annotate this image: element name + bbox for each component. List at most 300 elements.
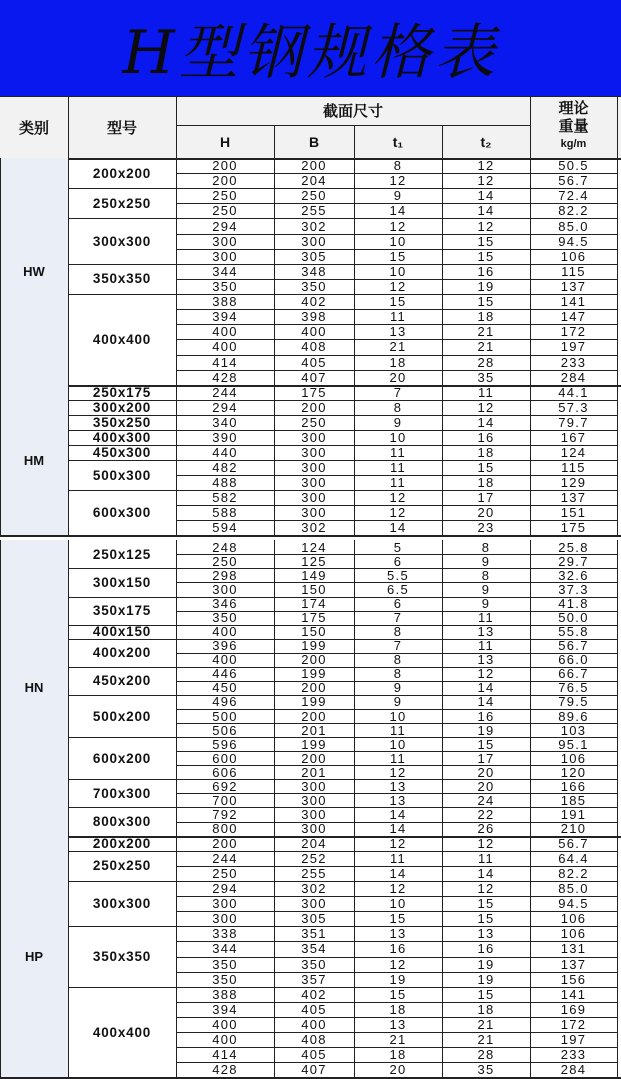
cell-t1: 11 xyxy=(389,850,407,866)
cell-h: 428 xyxy=(212,369,238,385)
cell-weight: 85.0 xyxy=(558,218,589,234)
cell-weight: 210 xyxy=(560,821,587,836)
cell-t2: 14 xyxy=(477,680,495,695)
model-cell: 500x300 xyxy=(92,467,152,483)
cell-t1: 6 xyxy=(393,596,403,611)
cell-b: 199 xyxy=(301,666,327,681)
cell-t1: 15 xyxy=(389,294,407,310)
cell-t1: 13 xyxy=(389,793,407,808)
cell-h: 400 xyxy=(212,339,238,355)
cell-b: 300 xyxy=(301,429,327,445)
cell-t2: 13 xyxy=(477,624,495,639)
cell-h: 300 xyxy=(212,248,238,264)
header-h: H xyxy=(219,133,231,150)
cell-t2: 11 xyxy=(477,850,495,866)
col-divider xyxy=(530,385,531,536)
cell-t2: 15 xyxy=(477,460,495,476)
cell-b: 204 xyxy=(301,835,327,851)
cell-h: 450 xyxy=(212,680,238,695)
cell-b: 398 xyxy=(301,309,327,325)
col-divider xyxy=(176,385,177,536)
cell-t1: 11 xyxy=(389,460,407,476)
cell-t2: 28 xyxy=(477,354,495,370)
cell-t2: 9 xyxy=(481,582,491,597)
cell-t2: 12 xyxy=(477,218,495,234)
cell-t1: 5 xyxy=(393,540,403,555)
cell-t1: 8 xyxy=(393,399,403,415)
cell-b: 305 xyxy=(301,248,327,264)
cell-t2: 21 xyxy=(477,339,495,355)
cell-weight: 72.4 xyxy=(558,188,589,204)
cell-b: 124 xyxy=(301,540,327,555)
cell-b: 300 xyxy=(301,460,327,476)
cell-t1: 8 xyxy=(393,666,403,681)
cell-b: 204 xyxy=(301,173,327,189)
cell-t2: 11 xyxy=(477,610,495,625)
cell-t1: 13 xyxy=(389,324,407,340)
cell-t2: 35 xyxy=(477,369,495,385)
model-cell: 200x200 xyxy=(92,165,152,181)
cell-t1: 19 xyxy=(389,971,407,987)
cell-b: 350 xyxy=(301,956,327,972)
cell-weight: 37.3 xyxy=(558,582,589,597)
cell-weight: 106 xyxy=(560,248,587,264)
cell-b: 150 xyxy=(301,624,327,639)
cell-t2: 14 xyxy=(477,865,495,881)
cell-h: 428 xyxy=(212,1062,238,1078)
cell-t2: 24 xyxy=(477,793,495,808)
model-cell: 350x350 xyxy=(92,949,152,964)
cell-weight: 50.5 xyxy=(558,158,589,174)
model-cell: 500x200 xyxy=(92,708,152,724)
col-divider xyxy=(617,836,618,1078)
cell-t2: 26 xyxy=(477,821,495,836)
cell-t1: 13 xyxy=(389,926,407,942)
cell-h: 400 xyxy=(212,1017,238,1033)
cell-t1: 18 xyxy=(389,1047,407,1063)
cell-weight: 64.4 xyxy=(558,850,589,866)
model-cell: 400x150 xyxy=(92,624,152,640)
cell-weight: 141 xyxy=(560,294,587,310)
cell-b: 174 xyxy=(301,596,327,611)
cell-t2: 15 xyxy=(477,737,495,752)
col-divider xyxy=(176,540,177,835)
cell-b: 200 xyxy=(301,709,327,724)
category-hm: HM xyxy=(23,452,45,468)
cell-weight: 66.7 xyxy=(558,666,589,681)
cell-weight: 85.0 xyxy=(558,880,589,896)
cell-t2: 19 xyxy=(477,279,495,294)
cell-t2: 19 xyxy=(477,956,495,972)
cell-b: 199 xyxy=(301,737,327,752)
cell-t1: 10 xyxy=(389,233,407,249)
model-cell: 400x400 xyxy=(92,1024,152,1040)
cell-t1: 12 xyxy=(389,765,407,780)
cell-h: 346 xyxy=(212,596,238,611)
cell-h: 300 xyxy=(212,233,238,249)
cell-weight: 103 xyxy=(560,723,587,738)
header-t1: t₁ xyxy=(392,133,404,150)
cell-h: 496 xyxy=(212,694,238,709)
col-divider xyxy=(530,158,531,385)
cell-t2: 15 xyxy=(477,248,495,264)
cell-weight: 94.5 xyxy=(558,896,589,912)
cell-h: 440 xyxy=(212,445,238,461)
cell-h: 244 xyxy=(212,850,238,866)
cell-weight: 137 xyxy=(560,279,587,294)
cell-weight: 147 xyxy=(560,309,587,325)
cell-t1: 14 xyxy=(389,520,407,536)
group-border xyxy=(0,535,621,537)
cell-t1: 13 xyxy=(389,1017,407,1033)
cell-t1: 8 xyxy=(393,652,403,667)
cell-h: 506 xyxy=(212,723,238,738)
cell-weight: 115 xyxy=(561,263,586,279)
header-b: B xyxy=(308,133,320,150)
header-mid-border xyxy=(176,125,530,126)
cell-t2: 12 xyxy=(477,880,495,896)
cell-t1: 6 xyxy=(393,554,403,569)
cell-h: 350 xyxy=(212,610,238,625)
cell-t2: 23 xyxy=(477,520,495,536)
cell-h: 394 xyxy=(212,309,238,325)
cell-b: 300 xyxy=(301,490,327,506)
cell-h: 344 xyxy=(212,263,238,279)
header-col-divider xyxy=(176,96,177,158)
col-divider xyxy=(176,158,177,385)
title-banner xyxy=(0,0,621,96)
model-cell: 700x300 xyxy=(92,785,152,801)
cell-b: 199 xyxy=(301,638,327,653)
cell-t2: 15 xyxy=(477,911,495,927)
cell-t1: 11 xyxy=(389,445,407,461)
cell-b: 149 xyxy=(301,568,327,583)
cell-b: 405 xyxy=(301,1047,327,1063)
header-weight-line2: 重量 xyxy=(558,117,589,135)
cell-b: 175 xyxy=(301,610,327,625)
cell-weight: 191 xyxy=(560,807,587,822)
cell-t2: 14 xyxy=(477,694,495,709)
cell-t1: 12 xyxy=(389,490,407,506)
cell-t1: 8 xyxy=(393,158,403,174)
cell-t2: 8 xyxy=(481,540,491,555)
cell-t1: 11 xyxy=(389,751,407,766)
cell-b: 300 xyxy=(301,445,327,461)
cell-h: 700 xyxy=(212,793,238,808)
cell-weight: 166 xyxy=(560,779,587,794)
category-hw: HW xyxy=(23,263,45,279)
cell-weight: 175 xyxy=(560,520,587,536)
cell-b: 300 xyxy=(301,505,327,521)
cell-t1: 15 xyxy=(389,986,407,1002)
cell-t2: 19 xyxy=(477,971,495,987)
cell-t2: 22 xyxy=(477,807,495,822)
cell-h: 294 xyxy=(212,880,238,896)
cell-t2: 28 xyxy=(477,1047,495,1063)
col-divider xyxy=(442,540,443,835)
cell-b: 302 xyxy=(301,880,327,896)
cell-weight: 106 xyxy=(560,926,587,942)
cell-weight: 137 xyxy=(560,956,587,972)
model-cell: 600x200 xyxy=(92,750,152,766)
cell-h: 200 xyxy=(212,173,238,189)
cell-weight: 76.5 xyxy=(558,680,589,695)
cell-t1: 20 xyxy=(389,369,407,385)
cell-t1: 14 xyxy=(389,865,407,881)
cell-weight: 172 xyxy=(560,1017,587,1033)
cell-b: 357 xyxy=(301,971,327,987)
cell-t2: 18 xyxy=(477,309,495,325)
col-divider xyxy=(442,385,443,536)
cell-b: 300 xyxy=(301,793,327,808)
cell-t1: 9 xyxy=(393,694,403,709)
cell-t2: 14 xyxy=(477,414,495,430)
cell-h: 400 xyxy=(212,624,238,639)
header-col-divider xyxy=(68,96,69,158)
cell-weight: 167 xyxy=(560,429,587,445)
cell-t2: 12 xyxy=(477,666,495,681)
cell-t1: 18 xyxy=(389,1001,407,1017)
cell-h: 396 xyxy=(212,638,238,653)
cell-h: 200 xyxy=(212,158,238,174)
header-top-border xyxy=(0,96,621,97)
cell-t2: 11 xyxy=(477,638,495,653)
cell-h: 414 xyxy=(212,354,238,370)
col-divider xyxy=(274,385,275,536)
cell-t1: 16 xyxy=(389,941,407,957)
cell-t1: 12 xyxy=(389,279,407,294)
model-cell: 400x400 xyxy=(92,331,152,347)
model-cell: 400x200 xyxy=(92,645,152,661)
cell-t1: 18 xyxy=(389,354,407,370)
cell-t1: 8 xyxy=(393,624,403,639)
cell-t1: 12 xyxy=(389,218,407,234)
cell-b: 405 xyxy=(301,354,327,370)
col-divider xyxy=(274,836,275,1078)
cell-weight: 94.5 xyxy=(558,233,589,249)
header-section-size: 截面尺寸 xyxy=(322,103,383,120)
cell-t1: 12 xyxy=(389,505,407,521)
col-divider xyxy=(354,540,355,835)
cell-h: 294 xyxy=(212,399,238,415)
cell-weight: 197 xyxy=(560,339,587,355)
cell-b: 300 xyxy=(301,807,327,822)
header-weight-line1: 理论 xyxy=(558,99,589,117)
model-cell: 250x125 xyxy=(92,546,152,562)
cell-t1: 12 xyxy=(389,880,407,896)
col-divider xyxy=(68,540,69,835)
cell-t2: 18 xyxy=(477,445,495,461)
col-divider xyxy=(68,385,69,536)
cell-weight: 50.0 xyxy=(558,610,589,625)
cell-b: 200 xyxy=(301,680,327,695)
cell-t2: 12 xyxy=(477,399,495,415)
cell-t1: 12 xyxy=(389,173,407,189)
cell-t1: 9 xyxy=(393,188,403,204)
cell-b: 300 xyxy=(301,233,327,249)
cell-t1: 9 xyxy=(393,414,403,430)
cell-b: 255 xyxy=(301,865,327,881)
cell-h: 482 xyxy=(212,460,238,476)
cell-weight: 137 xyxy=(560,490,587,506)
cell-h: 244 xyxy=(212,384,238,400)
header-weight-unit: kg/m xyxy=(560,138,587,150)
cell-b: 201 xyxy=(301,723,327,738)
cell-weight: 233 xyxy=(560,1047,587,1063)
cell-t2: 14 xyxy=(477,203,495,219)
cell-t2: 20 xyxy=(477,505,495,521)
cell-weight: 233 xyxy=(560,354,587,370)
cell-t2: 15 xyxy=(477,233,495,249)
cell-b: 350 xyxy=(301,279,327,294)
cell-weight: 66.0 xyxy=(558,652,589,667)
cell-weight: 284 xyxy=(560,1062,587,1078)
cell-weight: 151 xyxy=(560,505,587,521)
cell-h: 200 xyxy=(212,835,238,851)
cell-t1: 11 xyxy=(389,475,407,491)
cell-t2: 18 xyxy=(477,475,495,491)
cell-weight: 95.1 xyxy=(558,737,589,752)
cell-t2: 15 xyxy=(477,896,495,912)
cell-h: 250 xyxy=(212,188,238,204)
cell-t2: 18 xyxy=(477,1001,495,1017)
header-col-divider xyxy=(530,96,531,158)
model-cell: 400x300 xyxy=(92,429,152,445)
col-divider xyxy=(442,158,443,385)
cell-t2: 17 xyxy=(477,490,495,506)
col-divider xyxy=(617,385,618,536)
cell-weight: 56.7 xyxy=(558,835,589,851)
cell-t2: 13 xyxy=(477,926,495,942)
cell-b: 405 xyxy=(301,1001,327,1017)
cell-t1: 12 xyxy=(389,835,407,851)
cell-weight: 56.7 xyxy=(558,173,589,189)
header-t2: t₂ xyxy=(480,133,492,150)
cell-h: 350 xyxy=(212,971,238,987)
cell-t1: 11 xyxy=(389,723,407,738)
col-divider xyxy=(617,158,618,385)
col-divider xyxy=(617,540,618,835)
cell-h: 250 xyxy=(212,203,238,219)
cell-t1: 21 xyxy=(389,1032,407,1048)
cell-h: 588 xyxy=(212,505,238,521)
header-col-divider xyxy=(442,125,443,158)
cell-t1: 15 xyxy=(389,248,407,264)
cell-h: 294 xyxy=(212,218,238,234)
cell-weight: 124 xyxy=(560,445,587,461)
cell-h: 338 xyxy=(212,926,238,942)
cell-t1: 9 xyxy=(393,680,403,695)
cell-h: 800 xyxy=(212,821,238,836)
model-cell: 300x300 xyxy=(92,896,152,912)
cell-weight: 41.8 xyxy=(558,596,589,611)
cell-t2: 21 xyxy=(477,1017,495,1033)
header-col-divider xyxy=(617,96,618,158)
cell-weight: 82.2 xyxy=(558,865,589,881)
cell-b: 400 xyxy=(301,324,327,340)
cell-weight: 284 xyxy=(560,369,587,385)
cell-weight: 185 xyxy=(560,793,587,808)
cell-t1: 5.5 xyxy=(387,568,409,583)
cell-b: 407 xyxy=(301,369,327,385)
page-title: H型钢规格表 xyxy=(122,18,499,88)
header-col-divider xyxy=(274,125,275,158)
cell-h: 300 xyxy=(212,582,238,597)
cell-weight: 29.7 xyxy=(558,554,589,569)
cell-t1: 15 xyxy=(389,911,407,927)
cell-h: 350 xyxy=(212,956,238,972)
cell-weight: 106 xyxy=(560,751,587,766)
cell-b: 199 xyxy=(301,694,327,709)
cell-h: 500 xyxy=(212,709,238,724)
cell-h: 250 xyxy=(212,554,238,569)
cell-b: 302 xyxy=(301,520,327,536)
model-cell: 600x300 xyxy=(92,505,152,521)
cell-t1: 12 xyxy=(389,956,407,972)
cell-t2: 16 xyxy=(477,941,495,957)
cell-t1: 14 xyxy=(389,203,407,219)
cell-h: 248 xyxy=(212,540,238,555)
cell-t2: 20 xyxy=(477,765,495,780)
cell-t2: 21 xyxy=(477,1032,495,1048)
cell-weight: 156 xyxy=(560,971,587,987)
col-divider xyxy=(354,385,355,536)
cell-b: 354 xyxy=(301,941,327,957)
cell-h: 388 xyxy=(212,294,238,310)
cell-weight: 120 xyxy=(560,765,587,780)
cell-t2: 16 xyxy=(477,429,495,445)
cell-h: 414 xyxy=(212,1047,238,1063)
col-divider xyxy=(68,158,69,385)
cell-h: 400 xyxy=(212,1032,238,1048)
cell-b: 302 xyxy=(301,218,327,234)
cell-weight: 55.8 xyxy=(558,624,589,639)
cell-h: 792 xyxy=(212,807,238,822)
cell-b: 402 xyxy=(301,986,327,1002)
model-cell: 200x200 xyxy=(92,835,152,851)
col-divider xyxy=(354,158,355,385)
cell-t2: 15 xyxy=(477,986,495,1002)
cell-t1: 7 xyxy=(393,610,403,625)
cell-weight: 79.5 xyxy=(558,694,589,709)
model-cell: 800x300 xyxy=(92,813,152,829)
cell-t2: 12 xyxy=(477,835,495,851)
cell-h: 400 xyxy=(212,652,238,667)
cell-t1: 10 xyxy=(389,737,407,752)
cell-h: 350 xyxy=(212,279,238,294)
col-divider xyxy=(68,836,69,1078)
cell-h: 300 xyxy=(212,896,238,912)
cell-h: 390 xyxy=(212,429,238,445)
cell-b: 400 xyxy=(301,1017,327,1033)
cell-h: 692 xyxy=(212,779,238,794)
cell-t2: 11 xyxy=(477,384,495,400)
cell-weight: 131 xyxy=(560,941,587,957)
col-divider xyxy=(530,540,531,835)
cell-t1: 10 xyxy=(389,709,407,724)
cell-b: 125 xyxy=(301,554,327,569)
cell-h: 446 xyxy=(212,666,238,681)
cell-b: 408 xyxy=(301,339,327,355)
model-cell: 350x350 xyxy=(92,271,152,287)
cell-t2: 12 xyxy=(477,173,495,189)
cell-t2: 21 xyxy=(477,324,495,340)
cell-b: 175 xyxy=(301,384,327,400)
cell-h: 298 xyxy=(212,568,238,583)
cell-weight: 141 xyxy=(560,986,587,1002)
cell-h: 594 xyxy=(212,520,238,536)
cell-b: 252 xyxy=(301,850,327,866)
